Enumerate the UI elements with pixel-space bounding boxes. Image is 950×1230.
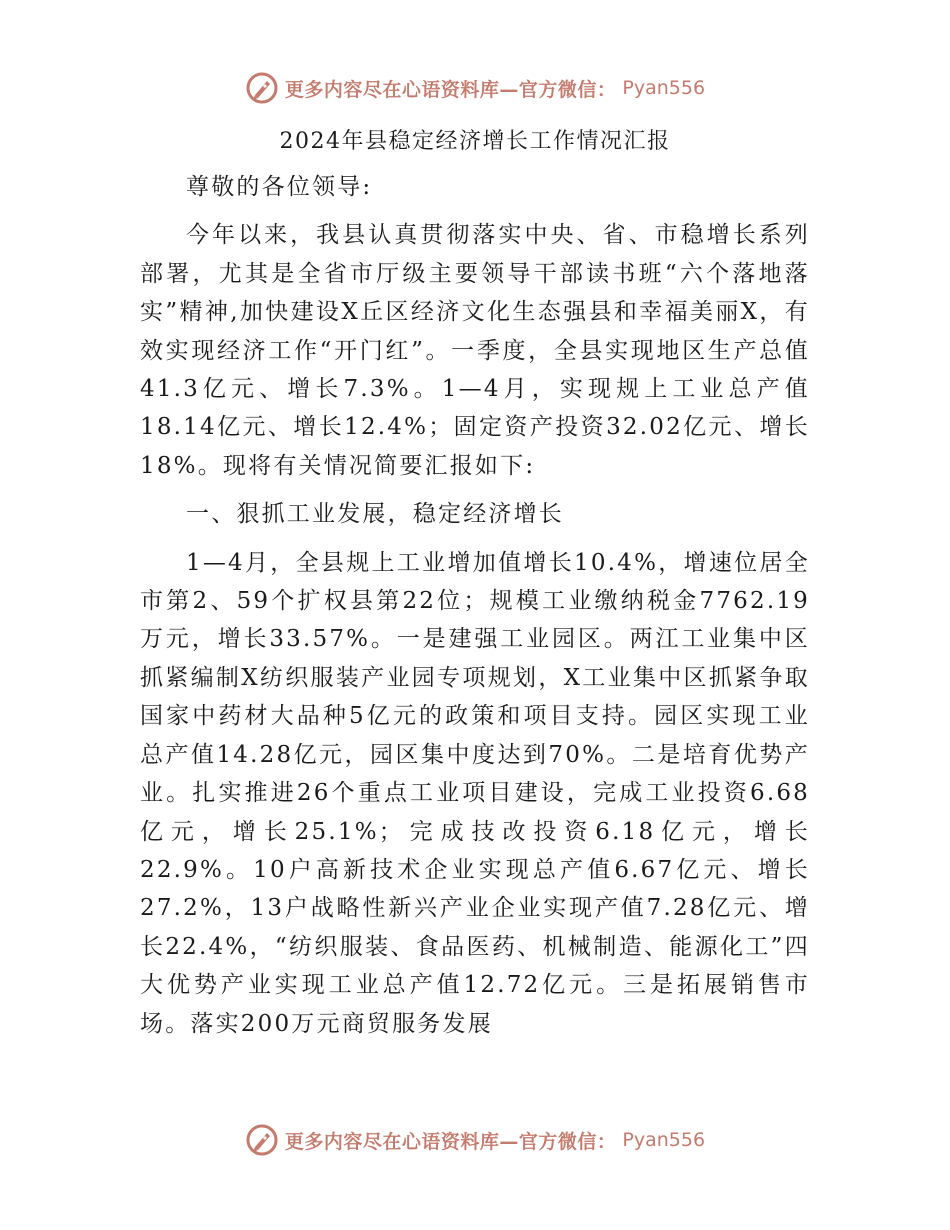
watermark-wechat-id: Pyan556: [622, 77, 706, 99]
paragraph-intro: 今年以来，我县认真贯彻落实中央、省、市稳增长系列部署，尤其是全省市厅级主要领导干部读书班“六个落地落实”精神,加快建设X丘区经济文化生态强县和幸福美丽X，有效实现经济工作“开门红”。一季度，全县实现地区生产总值41.3亿元、增长7.3%。1—4月，实现规上工业总产值18.14亿元、增长12.4%；固定资产投资32.02亿元、增长18%。现将有关情况简要汇报如下:: [140, 222, 810, 479]
paragraph-industry: 1—4月，全县规上工业增加值增长10.4%，增速位居全市第2、59个扩权县第22位；规模工业缴纳税金7762.19万元，增长33.57%。一是建强工业园区。两江工业集中区抓紧编制X纺织服装产业园专项规划，X工业集中区抓紧争取国家中药材大品种5亿元的政策和项目支持。园区实现工业总产值14.28亿元，园区集中度达到70%。二是培育优势产业。扎实推进26个重点工业项目建设，完成工业投资6.68亿元，增长25.1%；完成技改投资6.18亿元，增长22.9%。10户高新技术企业实现总产值6.67亿元、增长27.2%，13户战略性新兴产业企业实现产值7.28亿元、增长22.4%，“纺织服装、食品医药、机械制造、能源化工”四大优势产业实现工业总产值12.72亿元。三是拓展销售市场。落实200万元商贸服务发展: [140, 549, 810, 1037]
watermark-text: 更多内容尽在心语资料库—官方微信：: [284, 1130, 617, 1153]
document-title: 2024年县稳定经济增长工作情况汇报: [279, 129, 671, 154]
watermark-header: [0, 70, 950, 106]
watermark-text: 更多内容尽在心语资料库—官方微信：: [284, 78, 617, 101]
section-heading-1: 一、狠抓工业发展，稳定经济增长: [186, 501, 564, 528]
watermark-footer: [0, 1122, 950, 1158]
pen-nib-logo-icon: [245, 1123, 279, 1157]
salutation: 尊敬的各位领导:: [186, 174, 373, 200]
document-body: [140, 168, 810, 1053]
watermark-wechat-id: Pyan556: [622, 1129, 706, 1151]
pen-nib-logo-icon: [245, 71, 279, 105]
